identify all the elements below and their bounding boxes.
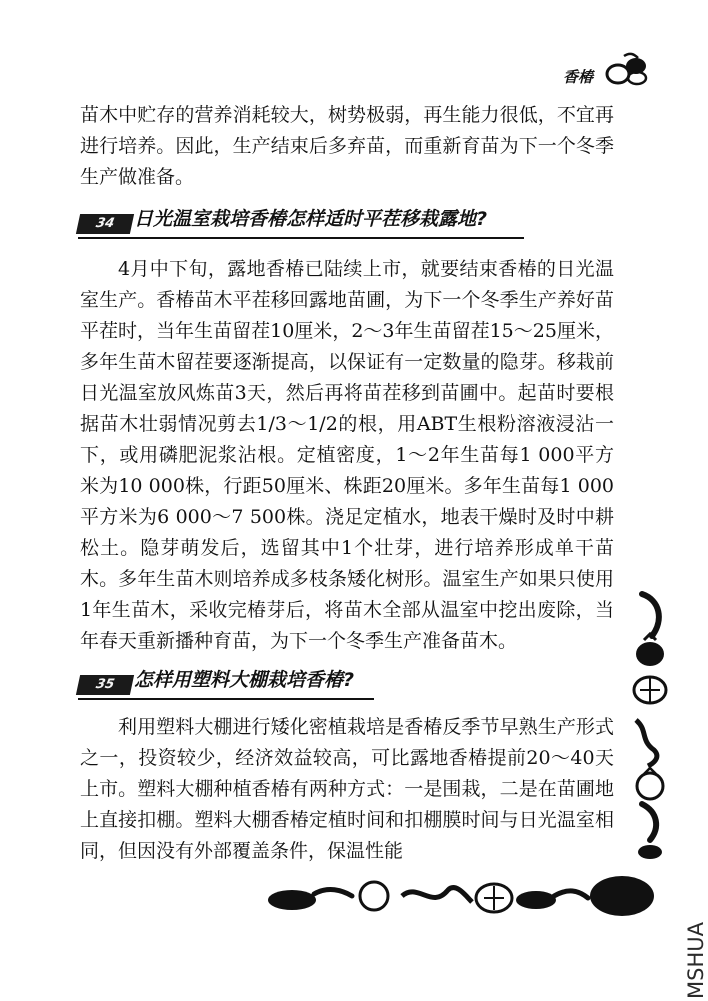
watermark-text	[682, 880, 708, 1001]
question-title: 日光温室栽培香椿怎样适时平茬移栽露地?	[134, 208, 488, 230]
paragraph-transplanting	[80, 254, 614, 657]
paragraph-continuation	[80, 100, 614, 193]
question-title: 怎样用塑料大棚栽培香椿?	[134, 669, 355, 691]
vegetable-column-icon	[630, 590, 670, 860]
svg-text:MSHUA: MSHUA	[684, 922, 708, 999]
question-heading-35	[78, 665, 354, 695]
paragraph-plastic-tunnel	[80, 712, 614, 867]
running-header: 香椿	[563, 68, 594, 86]
paragraph-text: 4月中下旬，露地香椿已陆续上市，就要结束香椿的日光温室生产。香椿苗木平茬移回露地苗圃，为下一个冬季生产养好苗 平茬时，当年生苗留茬10厘米，2～3年生苗留茬15～25厘米，多年生苗木留茬要逐渐提高，以保证有一定数量的隐芽。移栽前日光温室放风炼苗3天，然后再将苗茬移到苗圃中。起苗时要根据苗木壮弱情况剪去1/3～1/2的根，用ABT生根粉溶液浸沾一下，或用磷肥泥浆沾根。定植密度，1～2年生苗每1 000平方米为10 000株，行距50厘米、株距20厘米。多年生苗每1 000平方米为6 000～7 500株。浇足定植水，地表干燥时及时中耕松土。隐芽萌发后，选留其中1个壮芽，进行培养形成单干苗木。多年生苗木则培养成多枝条矮化树形。温室生产如果只使用1年生苗木，采收完椿芽后，将苗木全部从温室中挖出废除，当年春天重新播种育苗，为下一个冬季生产准备苗木。	[80, 258, 614, 652]
paragraph-text: 苗木中贮存的营养消耗较大，树势极弱，再生能力很低，不宜再进行培养。因此，生产结束后多弃苗，而重新育苗为下一个冬季生产做准备。	[80, 104, 614, 188]
vegetable-row-icon	[262, 866, 662, 926]
paragraph-text: 利用塑料大棚进行矮化密植栽培是香椿反季节早熟生产形式之一，投资较少，经济效益较高，可比露地香椿提前20～40天上市。塑料大棚种植香椿有两种方式：一是围栽，二是在苗圃地上直接扣棚。塑料大棚香椿定植时间和扣棚膜时间与日光温室相同，但因没有外部覆盖条件，保温性能	[80, 716, 614, 862]
vegetable-cluster-icon	[604, 50, 652, 90]
question-number-badge: 34	[76, 214, 134, 234]
question-number-badge: 35	[76, 675, 134, 695]
question-heading-34	[78, 204, 487, 234]
heading-underline	[78, 237, 524, 239]
heading-underline	[78, 698, 374, 700]
